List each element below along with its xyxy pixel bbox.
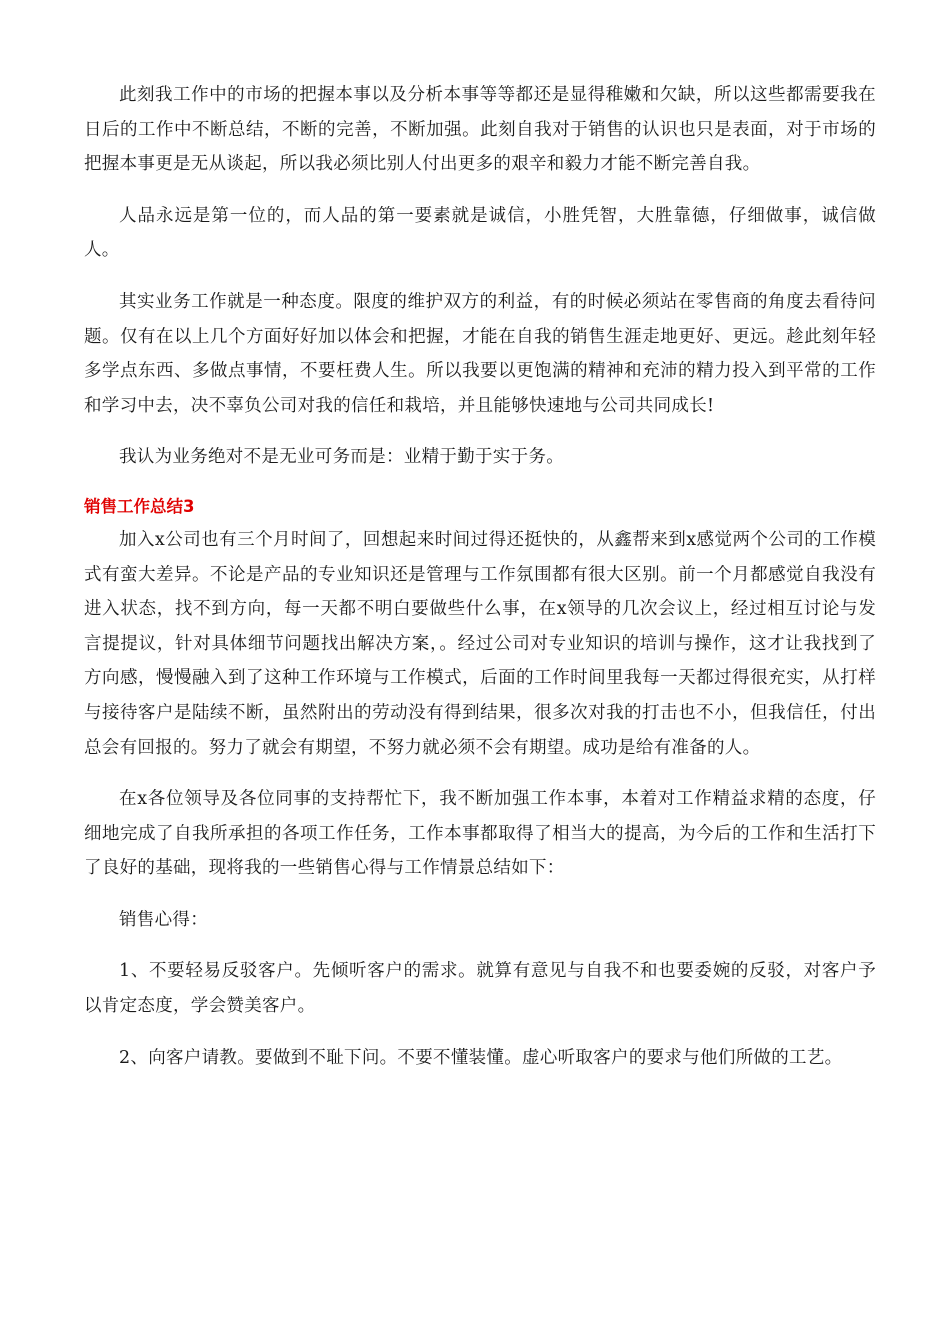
paragraph-joining-company: 加入x公司也有三个月时间了，回想起来时间过得还挺快的，从鑫帮来到x感觉两个公司的工作模式有蛮大差异。不论是产品的专业知识还是管理与工作氛围都有很大区别。前一个月都感觉自我没有进入状态，找不到方向，每一天都不明白要做些什么事，在x领导的几次会议上，经过相互讨论与发言提提议，针对具体细节问题找出解决方案，。经过公司对专业知识的培训与操作，这才让我找到了方向感，慢慢融入到了这种工作环境与工作模式，后面的工作时间里我每一天都过得很充实，从打样与接待客户是陆续不断，虽然附出的劳动没有得到结果，很多次对我的打击也不小，但我信任，付出总会有回报的。努力了就会有期望，不努力就必须不会有期望。成功是给有准备的人。 <box>84 529 876 758</box>
paragraph-business-view: 我认为业务绝对不是无业可务而是：业精于勤于实于务。 <box>119 447 564 468</box>
paragraph-integrity: 人品永远是第一位的，而人品的第一要素就是诚信，小胜凭智，大胜靠德，仔细做事，诚信做人。 <box>84 205 876 261</box>
paragraph-sales-insights-label: 销售心得： <box>119 909 208 930</box>
paragraph-support-summary: 在x各位领导及各位同事的支持帮忙下，我不断加强工作本事，本着对工作精益求精的态度，仔细地完成了自我所承担的各项工作任务，工作本事都取得了相当大的提高，为今后的工作和生活打下了良好的基础，现将我的一些销售心得与工作情景总结如下： <box>84 789 876 879</box>
list-item-insight-2: 2、向客户请教。要做到不耻下问。不要不懂装懂。虚心听取客户的要求与他们所做的工艺。 <box>119 1047 843 1068</box>
paragraph-market-skills: 此刻我工作中的市场的把握本事以及分析本事等等都还是显得稚嫩和欠缺，所以这些都需要我在日后的工作中不断总结，不断的完善，不断加强。此刻自我对于销售的认识也只是表面，对于市场的把握本事更是无从谈起，所以我必须比别人付出更多的艰辛和毅力才能不断完善自我。 <box>84 85 876 175</box>
paragraph-attitude: 其实业务工作就是一种态度。限度的维护双方的利益，有的时候必须站在零售商的角度去看待问题。仅有在以上几个方面好好加以体会和把握，才能在自我的销售生涯走地更好、更远。趁此刻年轻多学点东西、多做点事情，不要枉费人生。所以我要以更饱满的精神和充沛的精力投入到平常的工作和学习中去，决不辜负公司对我的信任和栽培，并且能够快速地与公司共同成长! <box>84 291 876 416</box>
list-item-insight-1: 1、不要轻易反驳客户。先倾听客户的需求。就算有意见与自我不和也要委婉的反驳，对客户予以肯定态度，学会赞美客户。 <box>84 961 876 1017</box>
document-body <box>84 78 876 1092</box>
section-heading: 销售工作总结3 <box>84 496 195 516</box>
